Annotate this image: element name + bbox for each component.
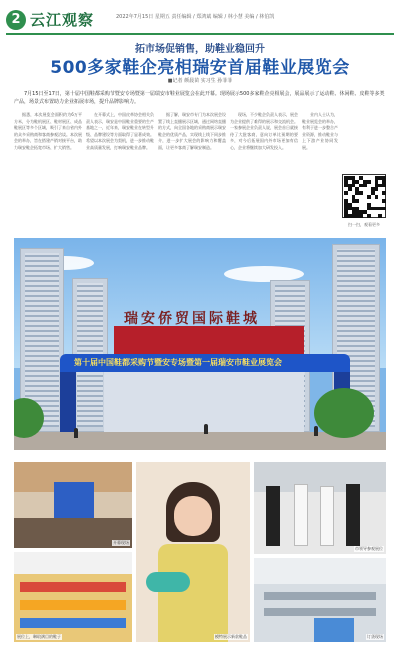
qr-module xyxy=(382,191,386,195)
photo-caption: 展位上，琳琅满目的鞋子 xyxy=(17,634,61,639)
photo-shoe-display xyxy=(14,552,132,642)
qr-module xyxy=(375,195,379,199)
gate-pillar-left xyxy=(60,372,76,432)
qr-module xyxy=(367,180,371,184)
building-sign: 瑞安侨贸国际鞋城 xyxy=(124,311,260,327)
article-headline: 500多家鞋企亮相瑞安首届鞋业展览会 xyxy=(50,58,350,78)
article-lead: 7月15日至17日，第十届中国鞋都采购节暨安专场暨第一届瑞安市鞋业展览会在此开幕。现场展示500多家鞋企亮相展会，展品展示了运动鞋、休闲鞋、皮鞋等多类产品，场景式布置助力企业拓展市场，提升品牌影响力。 xyxy=(14,91,385,105)
qr-module xyxy=(382,199,386,203)
qr-module xyxy=(382,207,386,211)
qr-module xyxy=(375,187,379,191)
qr-module xyxy=(359,214,363,218)
qr-module xyxy=(367,195,371,199)
main-photo-exhibition-gate xyxy=(14,238,386,450)
qr-module xyxy=(355,199,359,203)
qr-module xyxy=(363,184,367,188)
photo-caption: 订货现场 xyxy=(367,634,383,639)
tree-shape xyxy=(314,388,374,438)
page-header xyxy=(0,0,400,40)
section-title: 云江观察 xyxy=(30,11,95,29)
qr-module xyxy=(382,184,386,188)
gate-interior xyxy=(104,372,304,432)
qr-module xyxy=(344,191,348,195)
qr-code-icon[interactable] xyxy=(342,174,386,218)
photo-caption: 开幕现场 xyxy=(113,540,129,545)
article-paragraph: 现场，不少鞋企负责人表示，展会为企业提供了难得的展示和交流机会。一家参展企业负责人说，展会首日就接待了大批客商，意向订单比预期的要多，对今后拓展国内外市场更加有信心，企业将继续加大研发投入。 xyxy=(230,112,298,150)
article-byline: ■记者 颜晨苗 实习生 孙菲菲 xyxy=(167,78,233,84)
photo-caption: 市领导参观展位 xyxy=(355,546,383,551)
banner-text: 第十届中国鞋都采购节暨安专场暨第一届瑞安市鞋业展览会 xyxy=(74,358,282,367)
article-column-1 xyxy=(14,112,82,232)
qr-module xyxy=(359,191,363,195)
article-paragraph: 在开幕式上，中国皮革协会相关负责人表示，瑞安是中国鞋业重要的生产基地之一，近年来，瑞安鞋业在转型升级、品牌建设等方面取得了显著成效。希望以本次展会为契机，进一步推动鞋业高质量发展，打响瑞安鞋业品牌。 xyxy=(86,112,154,150)
photo-officials-visit xyxy=(254,462,386,554)
qr-caption: 扫一扫，观看更多 xyxy=(348,222,380,227)
article-paragraph: 据了解，瑞安市专门为本次展会设置了线上直播展示区域，通过网络直播的方式，向全国各地的采购商展示瑞安鞋企的优质产品，实现线上线下同步推介，进一步扩大展会的影响力和覆盖面，让更多客商了解瑞安制造。 xyxy=(158,112,226,150)
qr-module xyxy=(348,187,352,191)
photo-caption: 模特展示新款鞋品 xyxy=(215,634,247,639)
person-figure xyxy=(74,428,78,438)
photo-opening-hall xyxy=(14,462,132,548)
article-column-4 xyxy=(230,112,298,232)
article-column-2 xyxy=(86,112,154,232)
issue-info: 2022年7月15日 星期五 责任编辑 / 郑鸿斌 编辑 / 林小慧 美编 / 林伯凯 xyxy=(116,14,275,20)
header-rule xyxy=(6,33,394,35)
article-kicker: 拓市场促销售，助鞋业稳回升 xyxy=(135,44,265,55)
person-figure xyxy=(314,426,318,436)
article-paragraph: 据悉，本次展览会面积约为6万平方米，分为鞋机展区、鞋材展区、成品鞋展区等多个区域，吸引了来自省内外的众多采购商和客商参观洽谈。本次展会的举办，旨在搭建产销对接平台，助力瑞安鞋企拓宽市场、扩大销售。 xyxy=(14,112,82,150)
person-figure xyxy=(204,424,208,434)
article-paragraph: 业内人士认为，鞋业展览会的举办，有利于进一步整合产业资源，推动鞋业与上下游产业协同发展。 xyxy=(302,112,338,150)
article-column-5 xyxy=(302,112,338,232)
page-number-badge: 2 xyxy=(6,10,26,30)
article-column-3 xyxy=(158,112,226,232)
photo-model-with-shoe xyxy=(136,462,250,642)
article-body xyxy=(14,112,386,232)
photo-ordering-site xyxy=(254,558,386,642)
qr-module xyxy=(367,214,371,218)
qr-module xyxy=(378,214,382,218)
